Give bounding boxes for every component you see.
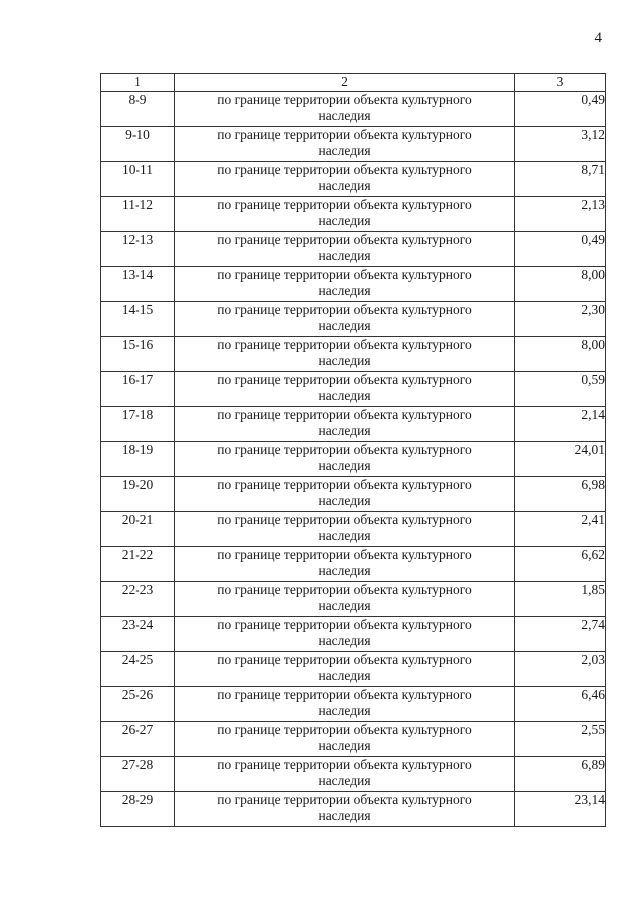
description-cell — [175, 477, 515, 512]
segment-cell: 25-26 — [101, 687, 175, 722]
table-row — [101, 617, 606, 652]
description-cell — [175, 582, 515, 617]
segment-cell: 28-29 — [101, 792, 175, 827]
segment-cell: 27-28 — [101, 757, 175, 792]
description-cell — [175, 162, 515, 197]
description-text: по границе территории объекта культурного наследия — [217, 442, 472, 473]
table-row — [101, 372, 606, 407]
description-cell — [175, 337, 515, 372]
segment-cell: 15-16 — [101, 337, 175, 372]
description-text: по границе территории объекта культурного наследия — [217, 792, 472, 823]
distance-cell: 23,14 — [515, 792, 606, 827]
description-cell — [175, 757, 515, 792]
description-cell — [175, 792, 515, 827]
description-cell — [175, 512, 515, 547]
distance-cell: 24,01 — [515, 442, 606, 477]
distance-cell: 8,71 — [515, 162, 606, 197]
description-cell — [175, 92, 515, 127]
table-header — [101, 74, 606, 92]
segment-cell: 9-10 — [101, 127, 175, 162]
page-number: 4 — [594, 30, 602, 46]
description-text: по границе территории объекта культурного наследия — [217, 757, 472, 788]
description-cell — [175, 407, 515, 442]
boundary-segments-table — [100, 73, 606, 827]
segment-cell: 8-9 — [101, 92, 175, 127]
description-cell — [175, 687, 515, 722]
description-text: по границе территории объекта культурного наследия — [217, 617, 472, 648]
description-text: по границе территории объекта культурного наследия — [217, 162, 472, 193]
description-text: по границе территории объекта культурного наследия — [217, 547, 472, 578]
segment-cell: 23-24 — [101, 617, 175, 652]
table-row — [101, 652, 606, 687]
segment-cell: 14-15 — [101, 302, 175, 337]
description-text: по границе территории объекта культурного наследия — [217, 512, 472, 543]
distance-cell: 2,14 — [515, 407, 606, 442]
column-header-2: 2 — [175, 74, 515, 92]
description-cell — [175, 722, 515, 757]
table-row — [101, 442, 606, 477]
distance-cell: 6,46 — [515, 687, 606, 722]
distance-cell: 1,85 — [515, 582, 606, 617]
distance-cell: 8,00 — [515, 267, 606, 302]
description-cell — [175, 232, 515, 267]
table-row — [101, 512, 606, 547]
description-text: по границе территории объекта культурного наследия — [217, 127, 472, 158]
table-row — [101, 792, 606, 827]
distance-cell: 8,00 — [515, 337, 606, 372]
segment-cell: 26-27 — [101, 722, 175, 757]
segment-cell: 16-17 — [101, 372, 175, 407]
distance-cell: 0,59 — [515, 372, 606, 407]
segment-cell: 20-21 — [101, 512, 175, 547]
distance-cell: 6,62 — [515, 547, 606, 582]
description-text: по границе территории объекта культурного наследия — [217, 722, 472, 753]
table-row — [101, 722, 606, 757]
description-cell — [175, 267, 515, 302]
table-row — [101, 302, 606, 337]
segment-cell: 18-19 — [101, 442, 175, 477]
table-row — [101, 232, 606, 267]
distance-cell: 2,55 — [515, 722, 606, 757]
description-cell — [175, 197, 515, 232]
distance-cell: 0,49 — [515, 232, 606, 267]
table-row — [101, 197, 606, 232]
description-text: по границе территории объекта культурного наследия — [217, 92, 472, 123]
table-row — [101, 582, 606, 617]
description-cell — [175, 547, 515, 582]
table-row — [101, 267, 606, 302]
distance-cell: 6,89 — [515, 757, 606, 792]
description-cell — [175, 127, 515, 162]
header-row — [101, 74, 606, 92]
distance-cell: 2,74 — [515, 617, 606, 652]
distance-cell: 2,13 — [515, 197, 606, 232]
segment-cell: 21-22 — [101, 547, 175, 582]
distance-cell: 0,49 — [515, 92, 606, 127]
distance-cell: 2,03 — [515, 652, 606, 687]
table-body — [101, 92, 606, 827]
description-cell — [175, 617, 515, 652]
segment-cell: 17-18 — [101, 407, 175, 442]
description-text: по границе территории объекта культурного наследия — [217, 652, 472, 683]
description-text: по границе территории объекта культурного наследия — [217, 687, 472, 718]
segment-cell: 11-12 — [101, 197, 175, 232]
distance-cell: 6,98 — [515, 477, 606, 512]
description-text: по границе территории объекта культурного наследия — [217, 302, 472, 333]
description-text: по границе территории объекта культурного наследия — [217, 407, 472, 438]
description-text: по границе территории объекта культурного наследия — [217, 267, 472, 298]
description-text: по границе территории объекта культурного наследия — [217, 582, 472, 613]
table-row — [101, 477, 606, 512]
description-cell — [175, 372, 515, 407]
table-row — [101, 127, 606, 162]
segment-cell: 19-20 — [101, 477, 175, 512]
description-text: по границе территории объекта культурного наследия — [217, 197, 472, 228]
description-cell — [175, 302, 515, 337]
distance-cell: 2,41 — [515, 512, 606, 547]
segment-cell: 24-25 — [101, 652, 175, 687]
description-text: по границе территории объекта культурного наследия — [217, 232, 472, 263]
segment-cell: 10-11 — [101, 162, 175, 197]
table-row — [101, 162, 606, 197]
description-text: по границе территории объекта культурного наследия — [217, 337, 472, 368]
table-row — [101, 337, 606, 372]
description-cell — [175, 652, 515, 687]
description-text: по границе территории объекта культурного наследия — [217, 477, 472, 508]
table-row — [101, 92, 606, 127]
description-cell — [175, 442, 515, 477]
column-header-3: 3 — [515, 74, 606, 92]
table-row — [101, 757, 606, 792]
table-row — [101, 547, 606, 582]
table-row — [101, 687, 606, 722]
description-text: по границе территории объекта культурного наследия — [217, 372, 472, 403]
table-row — [101, 407, 606, 442]
distance-cell: 3,12 — [515, 127, 606, 162]
segment-cell: 12-13 — [101, 232, 175, 267]
segment-cell: 13-14 — [101, 267, 175, 302]
distance-cell: 2,30 — [515, 302, 606, 337]
segment-cell: 22-23 — [101, 582, 175, 617]
column-header-1: 1 — [101, 74, 175, 92]
